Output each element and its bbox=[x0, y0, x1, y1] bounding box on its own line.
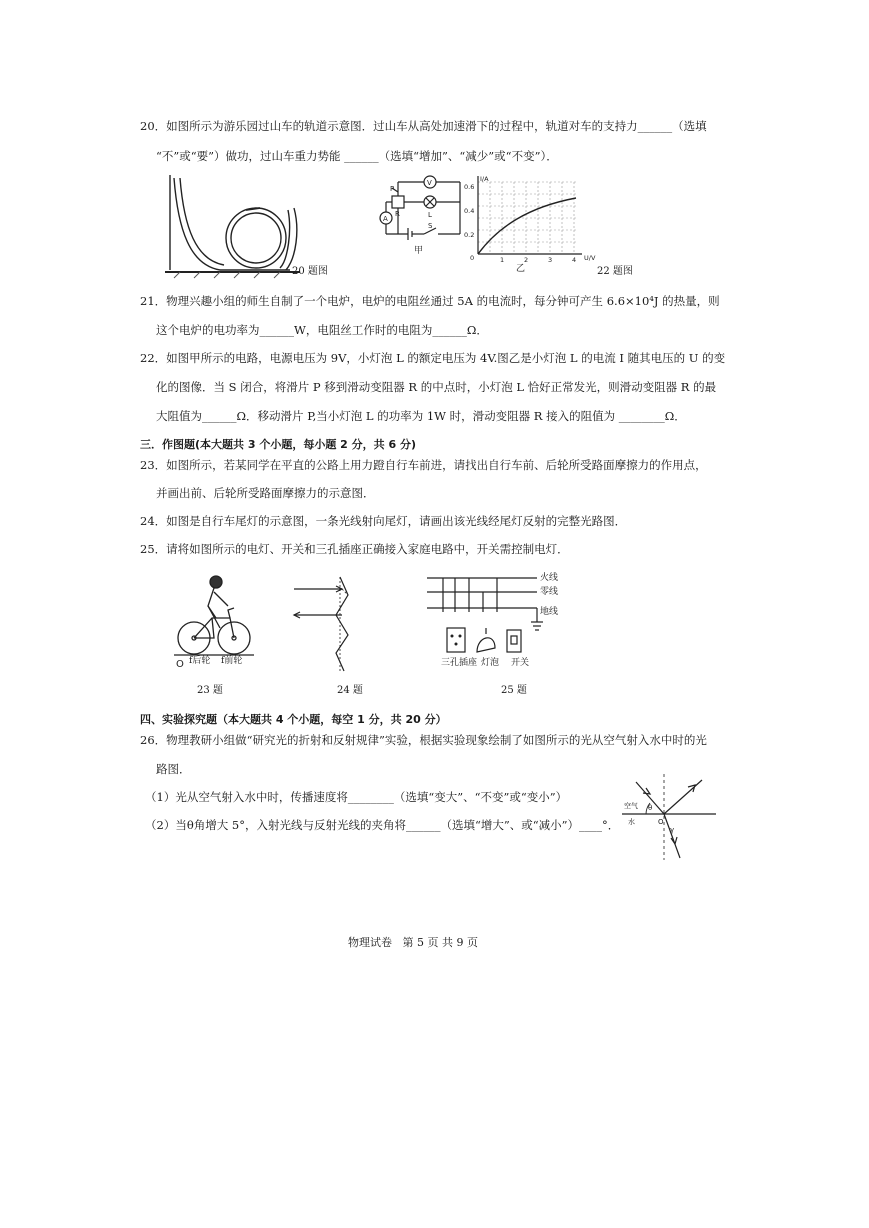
refraction-figure-26 bbox=[618, 772, 718, 862]
label-V: V bbox=[427, 179, 432, 187]
q26-sub2: （2）当θ角增大 5°，入射光线与反射光线的夹角将______（选填“增大”、或“减小”）____°． bbox=[145, 818, 620, 832]
fig22-label-jia: 甲 bbox=[414, 246, 424, 256]
tail-light-figure-24 bbox=[290, 575, 370, 675]
lamp-label: 灯泡 bbox=[481, 658, 500, 668]
circuit-figure-22 bbox=[378, 172, 468, 252]
friction-front-label: f前轮 bbox=[221, 656, 243, 666]
switch-label: 开关 bbox=[511, 658, 530, 668]
x-tick: 1 bbox=[500, 256, 505, 264]
q23-line2: 并画出前、后轮所受路面摩擦力的示意图． bbox=[156, 486, 375, 500]
ground-wire-label: 地线 bbox=[540, 607, 559, 617]
section-4-heading: 四、实验探究题（本大题共 4 个小题，每空 1 分，共 20 分） bbox=[140, 713, 447, 726]
q21-line1: 21．物理兴趣小组的师生自制了一个电炉，电炉的电阻丝通过 5A 的电流时，每分钟可产生 6.6×10⁴J 的热量，则 bbox=[140, 294, 720, 308]
q22-line1: 22．如图甲所示的电路，电源电压为 9V，小灯泡 L 的额定电压为 4V.图乙是小灯泡 L 的电流 I 随其电压的 U 的变 bbox=[140, 351, 726, 365]
y-tick: 0 bbox=[470, 254, 475, 262]
fig23-label: 23 题 bbox=[197, 685, 223, 696]
section-3-heading: 三．作图题(本大题共 3 个小题，每小题 2 分，共 6 分) bbox=[140, 438, 416, 451]
page-footer: 物理试卷 第 5 页 共 9 页 bbox=[348, 936, 478, 949]
friction-rear-label: f后轮 bbox=[189, 656, 211, 666]
fig24-label: 24 题 bbox=[337, 685, 363, 696]
water-label: 水 bbox=[628, 818, 635, 826]
household-circuit-figure-25 bbox=[425, 572, 545, 672]
theta-label: θ bbox=[648, 804, 653, 812]
x-tick: 4 bbox=[572, 256, 577, 264]
y-tick: 0.4 bbox=[464, 207, 475, 215]
q26-line1: 26．物理教研小组做“研究光的折射和反射规律”实验，根据实验现象绘制了如图所示的光从空气射入水中时的光 bbox=[140, 733, 707, 747]
q22-line3: 大阻值为______Ω．移动滑片 P,当小灯泡 L 的功率为 1W 时，滑动变阻器 R 接入的阻值为 ________Ω． bbox=[156, 409, 686, 423]
iu-graph-figure-22 bbox=[458, 172, 598, 272]
point-o: O bbox=[176, 659, 184, 670]
fig25-label: 25 题 bbox=[501, 685, 527, 696]
air-label: 空气 bbox=[624, 802, 638, 810]
x-tick: 3 bbox=[548, 256, 553, 264]
q22-line2: 化的图像．当 S 闭合，将滑片 P 移到滑动变阻器 R 的中点时，小灯泡 L 恰好正常发光，则滑动变阻器 R 的最 bbox=[156, 380, 717, 394]
q26-line2: 路图． bbox=[156, 762, 191, 776]
fig22-label-yi: 乙 bbox=[516, 264, 526, 274]
fig22-label: 22 题图 bbox=[597, 266, 633, 277]
label-P: P bbox=[390, 185, 395, 193]
neutral-wire-label: 零线 bbox=[540, 587, 559, 597]
o-label: O bbox=[658, 818, 664, 826]
x-tick: 2 bbox=[524, 256, 529, 264]
q20-line2: “不”或“要”）做功，过山车重力势能 ______（选填“增加”、“减少”或“不变”）． bbox=[156, 149, 558, 163]
q25: 25．请将如图所示的电灯、开关和三孔插座正确接入家庭电路中，开关需控制电灯． bbox=[140, 542, 569, 556]
y-tick: 0.2 bbox=[464, 231, 475, 239]
x-axis-label: U/V bbox=[584, 254, 596, 262]
label-L: L bbox=[428, 211, 432, 219]
label-A: A bbox=[383, 215, 388, 223]
q26-sub1: （1）光从空气射入水中时，传播速度将________（选填“变大”、“不变”或“变小”） bbox=[145, 790, 568, 804]
y-tick: 0.6 bbox=[464, 183, 475, 191]
roller-coaster-figure bbox=[160, 170, 340, 280]
socket-label: 三孔插座 bbox=[441, 658, 478, 668]
q23-line1: 23．如图所示，若某同学在平直的公路上用力蹬自行车前进，请找出自行车前、后轮所受路面摩擦力的作用点， bbox=[140, 458, 707, 472]
label-R: R bbox=[395, 210, 400, 218]
q21-line2: 这个电炉的电功率为______W，电阻丝工作时的电阻为______Ω． bbox=[156, 323, 488, 337]
y-axis-label: I/A bbox=[480, 175, 489, 183]
live-wire-label: 火线 bbox=[540, 573, 559, 583]
cyclist-figure-23 bbox=[174, 570, 254, 670]
gamma-label: γ bbox=[670, 826, 675, 834]
q20-line1: 20．如图所示为游乐园过山车的轨道示意图．过山车从高处加速滑下的过程中，轨道对车的支持力______（选填 bbox=[140, 119, 707, 133]
fig20-label: 20 题图 bbox=[292, 266, 328, 277]
q24: 24．如图是自行车尾灯的示意图，一条光线射向尾灯，请画出该光线经尾灯反射的完整光路图． bbox=[140, 514, 627, 528]
label-S: S bbox=[428, 222, 433, 230]
